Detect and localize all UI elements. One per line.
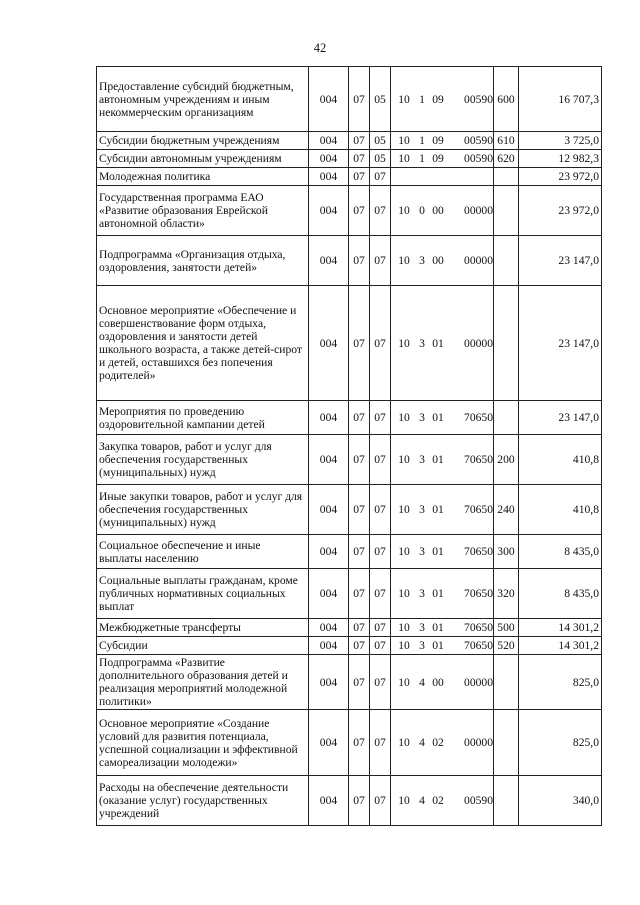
row-name: Подпрограмма «Организация отдыха, оздоровления, занятости детей» — [97, 236, 309, 286]
subsection-code: 05 — [370, 132, 391, 150]
dept-code: 004 — [309, 150, 349, 168]
program-code-part: 10 — [398, 621, 410, 634]
program-code-part: 70650 — [464, 639, 493, 652]
program-code-part: 10 — [398, 254, 410, 267]
budget-table-body — [97, 67, 602, 826]
table-row — [97, 485, 602, 535]
program-code-part: 01 — [432, 621, 444, 634]
program-code-part: 00590 — [464, 92, 493, 106]
program-code-part: 02 — [432, 794, 444, 807]
section-code: 07 — [349, 655, 370, 710]
expense-type-code — [494, 710, 519, 776]
row-name: Государственная программа ЕАО «Развитие образования Еврейской автономной области» — [97, 186, 309, 236]
amount: 12 982,3 — [519, 150, 602, 168]
subsection-code: 07 — [370, 776, 391, 826]
dept-code: 004 — [309, 401, 349, 435]
program-code-part: 1 — [419, 134, 425, 147]
row-name: Мероприятия по проведению оздоровительной кампании детей — [97, 401, 309, 435]
dept-code: 004 — [309, 619, 349, 637]
program-code — [391, 535, 494, 569]
section-code: 07 — [349, 132, 370, 150]
table-row — [97, 150, 602, 168]
program-code-part: 00000 — [464, 204, 493, 217]
subsection-code: 07 — [370, 186, 391, 236]
expense-type-code: 200 — [494, 435, 519, 485]
row-name: Субсидии автономным учреждениям — [97, 150, 309, 168]
section-code: 07 — [349, 401, 370, 435]
subsection-code: 05 — [370, 67, 391, 132]
section-code: 07 — [349, 569, 370, 619]
section-code: 07 — [349, 186, 370, 236]
program-code-part: 01 — [432, 587, 444, 600]
expense-type-code: 620 — [494, 150, 519, 168]
program-code — [391, 776, 494, 826]
table-row — [97, 286, 602, 401]
row-name: Предоставление субсидий бюджетным, автономным учреждениям и иным некоммерческим организациям — [97, 67, 309, 132]
amount: 825,0 — [519, 655, 602, 710]
program-code — [391, 485, 494, 535]
section-code: 07 — [349, 776, 370, 826]
program-code-part: 00 — [432, 254, 444, 267]
row-name: Основное мероприятие «Обеспечение и совершенствование форм отдыха, оздоровления и занятости детей школьного возраста, а также детей-сирот и детей, оставшихся без попечения родителей» — [97, 286, 309, 401]
subsection-code: 07 — [370, 710, 391, 776]
row-name: Социальное обеспечение и иные выплаты населению — [97, 535, 309, 569]
section-code: 07 — [349, 485, 370, 535]
program-code-part: 10 — [398, 545, 410, 558]
expense-type-code: 600 — [494, 67, 519, 132]
program-code-part: 70650 — [464, 587, 493, 600]
dept-code: 004 — [309, 655, 349, 710]
program-code-part: 01 — [432, 453, 444, 466]
program-code-part: 01 — [432, 411, 444, 424]
amount: 3 725,0 — [519, 132, 602, 150]
table-row — [97, 236, 602, 286]
table-row — [97, 186, 602, 236]
section-code: 07 — [349, 435, 370, 485]
program-code-part: 3 — [419, 621, 425, 634]
section-code: 07 — [349, 619, 370, 637]
table-row — [97, 776, 602, 826]
program-code-part: 10 — [398, 736, 410, 749]
program-code-part: 0 — [419, 204, 425, 217]
program-code-part: 3 — [419, 587, 425, 600]
dept-code: 004 — [309, 286, 349, 401]
program-code-part: 70650 — [464, 545, 493, 558]
program-code-part: 00590 — [464, 794, 493, 807]
program-code-part: 3 — [419, 336, 425, 350]
section-code: 07 — [349, 286, 370, 401]
dept-code: 004 — [309, 67, 349, 132]
row-name: Иные закупки товаров, работ и услуг для обеспечения государственных (муниципальных) нужд — [97, 485, 309, 535]
table-row — [97, 132, 602, 150]
table-row — [97, 710, 602, 776]
expense-type-code: 240 — [494, 485, 519, 535]
program-code — [391, 655, 494, 710]
expense-type-code: 520 — [494, 637, 519, 655]
table-row — [97, 637, 602, 655]
subsection-code: 05 — [370, 150, 391, 168]
expense-type-code — [494, 186, 519, 236]
table-row — [97, 401, 602, 435]
program-code-part: 10 — [398, 453, 410, 466]
program-code-part: 70650 — [464, 503, 493, 516]
subsection-code: 07 — [370, 637, 391, 655]
row-name: Молодежная политика — [97, 168, 309, 186]
program-code-part: 01 — [432, 545, 444, 558]
program-code-part: 1 — [419, 152, 425, 165]
dept-code: 004 — [309, 710, 349, 776]
expense-type-code — [494, 286, 519, 401]
subsection-code: 07 — [370, 535, 391, 569]
subsection-code: 07 — [370, 655, 391, 710]
program-code-part: 10 — [398, 336, 410, 350]
amount: 410,8 — [519, 485, 602, 535]
amount: 340,0 — [519, 776, 602, 826]
page-number: 42 — [313, 41, 327, 55]
expense-type-code — [494, 655, 519, 710]
program-code-part: 02 — [432, 736, 444, 749]
expense-type-code — [494, 401, 519, 435]
expense-type-code — [494, 236, 519, 286]
subsection-code: 07 — [370, 401, 391, 435]
dept-code: 004 — [309, 637, 349, 655]
program-code-part: 10 — [398, 134, 410, 147]
program-code — [391, 619, 494, 637]
program-code-part: 3 — [419, 503, 425, 516]
program-code — [391, 168, 494, 186]
table-row — [97, 655, 602, 710]
subsection-code: 07 — [370, 435, 391, 485]
program-code — [391, 401, 494, 435]
section-code: 07 — [349, 710, 370, 776]
expense-type-code — [494, 168, 519, 186]
expense-type-code: 500 — [494, 619, 519, 637]
amount: 23 972,0 — [519, 168, 602, 186]
program-code-part: 00590 — [464, 134, 493, 147]
program-code — [391, 710, 494, 776]
program-code — [391, 286, 494, 401]
subsection-code: 07 — [370, 485, 391, 535]
dept-code: 004 — [309, 569, 349, 619]
program-code-part: 00000 — [464, 336, 493, 350]
program-code-part: 00590 — [464, 152, 493, 165]
program-code-part: 10 — [398, 411, 410, 424]
amount: 23 972,0 — [519, 186, 602, 236]
dept-code: 004 — [309, 132, 349, 150]
table-row — [97, 619, 602, 637]
program-code — [391, 435, 494, 485]
row-name: Социальные выплаты гражданам, кроме публичных нормативных социальных выплат — [97, 569, 309, 619]
program-code-part: 01 — [432, 336, 444, 350]
row-name: Подпрограмма «Развитие дополнительного образования детей и реализация мероприятий молодежной политики» — [97, 655, 309, 710]
program-code-part: 4 — [419, 736, 425, 749]
expense-type-code: 300 — [494, 535, 519, 569]
subsection-code: 07 — [370, 168, 391, 186]
table-row — [97, 569, 602, 619]
program-code-part: 00000 — [464, 254, 493, 267]
program-code — [391, 637, 494, 655]
row-name: Межбюджетные трансферты — [97, 619, 309, 637]
dept-code: 004 — [309, 485, 349, 535]
program-code-part: 10 — [398, 587, 410, 600]
program-code-part: 09 — [432, 92, 444, 106]
subsection-code: 07 — [370, 619, 391, 637]
program-code-part: 4 — [419, 794, 425, 807]
table-row — [97, 535, 602, 569]
section-code: 07 — [349, 637, 370, 655]
program-code-part: 01 — [432, 639, 444, 652]
program-code-part: 3 — [419, 453, 425, 466]
program-code-part: 70650 — [464, 453, 493, 466]
program-code-part: 70650 — [464, 621, 493, 634]
section-code: 07 — [349, 535, 370, 569]
section-code: 07 — [349, 67, 370, 132]
program-code — [391, 186, 494, 236]
dept-code: 004 — [309, 535, 349, 569]
program-code-part: 00000 — [464, 736, 493, 749]
expense-type-code — [494, 776, 519, 826]
program-code-part: 10 — [398, 204, 410, 217]
program-code-part: 00 — [432, 675, 444, 689]
program-code-part: 70650 — [464, 411, 493, 424]
program-code-part: 09 — [432, 134, 444, 147]
table-row — [97, 168, 602, 186]
row-name: Закупка товаров, работ и услуг для обеспечения государственных (муниципальных) нужд — [97, 435, 309, 485]
dept-code: 004 — [309, 168, 349, 186]
program-code-part: 3 — [419, 639, 425, 652]
program-code-part: 10 — [398, 152, 410, 165]
amount: 14 301,2 — [519, 619, 602, 637]
dept-code: 004 — [309, 435, 349, 485]
program-code-part: 10 — [398, 794, 410, 807]
subsection-code: 07 — [370, 569, 391, 619]
program-code — [391, 132, 494, 150]
dept-code: 004 — [309, 186, 349, 236]
program-code-part: 10 — [398, 639, 410, 652]
program-code-part: 4 — [419, 675, 425, 689]
subsection-code: 07 — [370, 286, 391, 401]
program-code-part: 10 — [398, 503, 410, 516]
program-code-part: 00000 — [464, 675, 493, 689]
dept-code: 004 — [309, 776, 349, 826]
expense-type-code: 610 — [494, 132, 519, 150]
amount: 23 147,0 — [519, 236, 602, 286]
table-row — [97, 435, 602, 485]
program-code — [391, 569, 494, 619]
section-code: 07 — [349, 168, 370, 186]
program-code-part: 10 — [398, 675, 410, 689]
program-code-part: 1 — [419, 92, 425, 106]
program-code — [391, 236, 494, 286]
program-code — [391, 150, 494, 168]
row-name: Основное мероприятие «Создание условий для развития потенциала, успешной социализации и эффективной самореализации молодежи» — [97, 710, 309, 776]
amount: 23 147,0 — [519, 401, 602, 435]
amount: 8 435,0 — [519, 569, 602, 619]
table-row — [97, 67, 602, 132]
section-code: 07 — [349, 150, 370, 168]
program-code-part: 10 — [398, 92, 410, 106]
subsection-code: 07 — [370, 236, 391, 286]
row-name: Субсидии бюджетным учреждениям — [97, 132, 309, 150]
amount: 8 435,0 — [519, 535, 602, 569]
program-code-part: 01 — [432, 503, 444, 516]
program-code — [391, 67, 494, 132]
amount: 410,8 — [519, 435, 602, 485]
amount: 23 147,0 — [519, 286, 602, 401]
dept-code: 004 — [309, 236, 349, 286]
budget-table — [96, 66, 602, 826]
program-code-part: 09 — [432, 152, 444, 165]
amount: 14 301,2 — [519, 637, 602, 655]
row-name: Субсидии — [97, 637, 309, 655]
expense-type-code: 320 — [494, 569, 519, 619]
amount: 825,0 — [519, 710, 602, 776]
amount: 16 707,3 — [519, 67, 602, 132]
row-name: Расходы на обеспечение деятельности (оказание услуг) государственных учреждений — [97, 776, 309, 826]
program-code-part: 3 — [419, 411, 425, 424]
program-code-part: 3 — [419, 254, 425, 267]
program-code-part: 3 — [419, 545, 425, 558]
section-code: 07 — [349, 236, 370, 286]
program-code-part: 00 — [432, 204, 444, 217]
